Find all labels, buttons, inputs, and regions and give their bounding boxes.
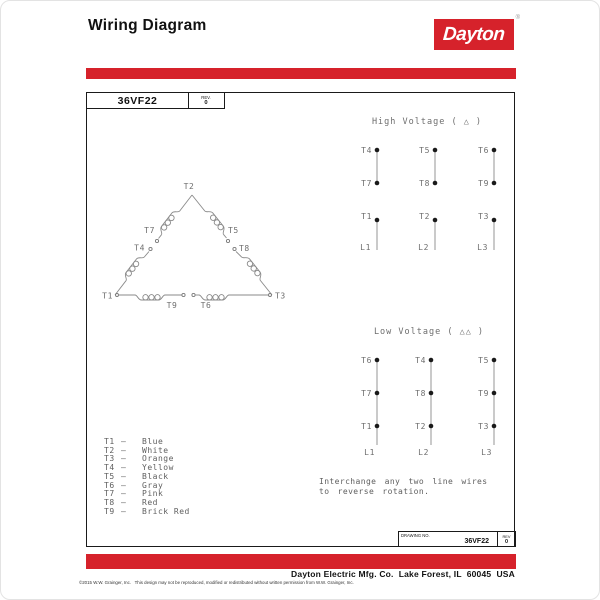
drawing-rev-value: 0: [504, 538, 509, 545]
hv-label: T3: [478, 212, 489, 221]
dayton-logo-text: Dayton: [442, 23, 506, 45]
delta-label-t2: T2: [183, 182, 195, 191]
lv-label: T3: [478, 422, 489, 431]
rotation-note-line1: Interchange any two line wires: [319, 477, 488, 486]
lv-column-3: [478, 356, 496, 457]
legend-terminal: T6: [104, 480, 115, 490]
revision-label: REV.: [201, 95, 211, 100]
low-voltage-diagram: [361, 327, 496, 457]
lv-label: T2: [415, 422, 426, 431]
red-divider-top: [86, 68, 516, 79]
delta-label-t1: T1: [102, 291, 113, 301]
delta-label-t9: T9: [166, 301, 178, 310]
lead-color-legend: [104, 438, 190, 516]
rotation-note-line2: to reverse rotation.: [319, 486, 430, 496]
lv-label: T8: [415, 389, 426, 398]
legend-dash: —: [121, 454, 127, 464]
terminal-t9-circle: [182, 293, 185, 296]
hv-label: T6: [478, 146, 489, 155]
delta-winding-diagram: [102, 182, 286, 310]
hv-label: T2: [419, 212, 430, 221]
lv-label: T1: [361, 422, 372, 431]
delta-label-t8: T8: [239, 244, 250, 253]
legend-color: Gray: [142, 480, 164, 490]
hv-line-1: [360, 212, 379, 252]
hv-line-label: L2: [418, 243, 429, 252]
terminal-t7-circle: [155, 239, 158, 242]
lv-line-label: L3: [481, 448, 492, 457]
hv-pair-2: [419, 146, 437, 188]
legend-dash: —: [121, 437, 127, 446]
legend-dash: —: [121, 506, 127, 516]
legend-color: White: [142, 445, 169, 455]
revision-value: 0: [204, 100, 208, 106]
terminal-t4-circle: [149, 247, 152, 250]
high-voltage-diagram: [360, 117, 496, 252]
legend-row: [104, 508, 190, 517]
legend-color: Pink: [142, 489, 164, 499]
legend-terminal: T3: [104, 454, 115, 464]
terminal-t6-circle: [192, 293, 195, 296]
legend-color: Orange: [142, 454, 174, 464]
drawing-number-block: [398, 531, 516, 547]
legend-dash: —: [121, 480, 127, 490]
terminal-t1-circle: [116, 294, 119, 297]
drawing-rev-label: REV: [502, 533, 511, 539]
hv-label: T4: [361, 146, 372, 155]
hv-pair-3: [478, 146, 496, 188]
registered-mark: ®: [515, 15, 520, 21]
delta-label-t5: T5: [228, 226, 239, 235]
lv-line-label: L2: [418, 448, 429, 457]
model-number-cell: 36VF22: [87, 93, 189, 109]
footer-copyright: ©2015 W.W. Grainger, Inc. This design may not be reproduced, modified or redistributed without written permission from W.W. Grainger, Inc.: [79, 580, 354, 585]
lv-label: T7: [361, 389, 372, 398]
low-voltage-title: Low Voltage ( △△ ): [373, 327, 485, 337]
delta-label-t3: T3: [275, 291, 286, 301]
drawing-no-label: DRAWING NO.: [401, 533, 430, 538]
page-title: Wiring Diagram: [88, 17, 207, 34]
red-divider-bottom: [86, 554, 516, 569]
legend-color: Blue: [142, 437, 164, 446]
legend-terminal: T8: [104, 497, 115, 507]
legend-color: Black: [142, 471, 169, 481]
terminal-t3-circle: [269, 294, 272, 297]
legend-terminal: T9: [104, 506, 115, 516]
legend-dash: —: [121, 445, 127, 455]
legend-dash: —: [121, 471, 127, 481]
footer-company-line: Dayton Electric Mfg. Co. Lake Forest, IL 60045 USA: [291, 569, 515, 579]
legend-terminal: T2: [104, 445, 115, 455]
hv-label: T8: [419, 179, 430, 188]
legend-terminal: T5: [104, 471, 115, 481]
legend-terminal: T4: [104, 463, 115, 473]
legend-terminal: T7: [104, 489, 115, 499]
lv-line-label: L1: [364, 448, 375, 457]
terminal-t5-circle: [226, 239, 229, 242]
legend-dash: —: [121, 463, 127, 473]
drawing-number-cell: [399, 532, 498, 546]
legend-color: Brick Red: [142, 506, 190, 516]
hv-line-3: [477, 212, 496, 252]
lv-label: T6: [361, 356, 372, 365]
delta-label-t7: T7: [144, 226, 155, 235]
legend-terminal: T1: [104, 437, 115, 446]
terminal-t8-circle: [233, 247, 236, 250]
hv-pair-1: [361, 146, 379, 188]
lv-column-1: [361, 356, 379, 457]
lv-column-2: [415, 356, 433, 457]
lv-label: T4: [415, 356, 426, 365]
lv-label: T5: [478, 356, 489, 365]
hv-label: T5: [419, 146, 430, 155]
legend-color: Yellow: [142, 463, 174, 473]
hv-label: T7: [361, 179, 372, 188]
legend-color: Red: [142, 497, 158, 507]
high-voltage-title: High Voltage ( △ ): [371, 117, 483, 127]
hv-line-label: L1: [360, 243, 371, 252]
hv-line-label: L3: [477, 243, 488, 252]
hv-label: T9: [478, 179, 489, 188]
legend-dash: —: [121, 497, 127, 507]
delta-label-t6: T6: [200, 301, 212, 310]
drawing-rev-cell: [498, 532, 515, 546]
legend-dash: —: [121, 489, 127, 499]
rotation-note: [319, 477, 488, 496]
hv-label: T1: [361, 212, 372, 221]
dayton-logo: [434, 15, 520, 50]
delta-label-t4: T4: [134, 243, 145, 253]
hv-line-2: [418, 212, 437, 252]
lv-label: T9: [478, 389, 489, 398]
drawing-no-value: 36VF22: [464, 538, 489, 545]
